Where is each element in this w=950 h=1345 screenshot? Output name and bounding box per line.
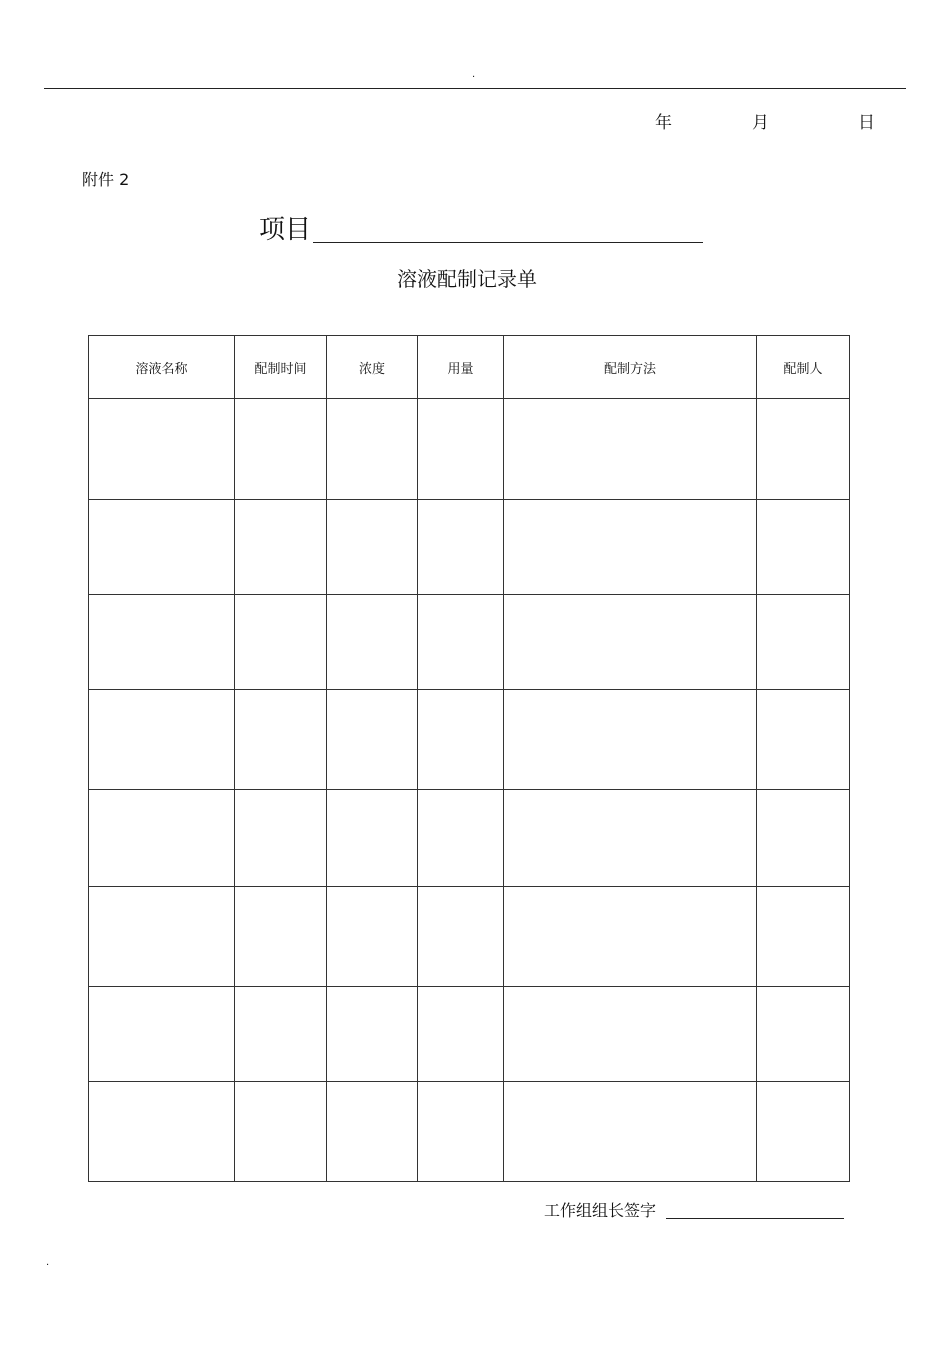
table-row [89, 399, 850, 500]
table-cell[interactable] [327, 500, 418, 595]
table-cell[interactable] [504, 595, 757, 690]
header-mark: . [472, 69, 476, 80]
table-cell[interactable] [757, 790, 850, 886]
table-cell[interactable] [327, 886, 418, 986]
column-header-prep-method: 配制方法 [504, 336, 757, 399]
table-cell[interactable] [235, 595, 327, 690]
footer-mark: . [46, 1257, 50, 1268]
table-cell[interactable] [235, 1081, 327, 1181]
column-header-solution-name: 溶液名称 [89, 336, 235, 399]
table-cell[interactable] [757, 500, 850, 595]
attachment-label: 附件 2 [82, 170, 130, 189]
table-cell[interactable] [235, 500, 327, 595]
table-header-row [89, 336, 850, 399]
table-cell[interactable] [504, 690, 757, 790]
table-cell[interactable] [89, 690, 235, 790]
table-row [89, 500, 850, 595]
table-cell[interactable] [757, 886, 850, 986]
table-cell[interactable] [235, 886, 327, 986]
date-day-label: 日 [858, 113, 875, 133]
table-cell[interactable] [235, 986, 327, 1081]
table-cell[interactable] [327, 690, 418, 790]
table-cell[interactable] [327, 986, 418, 1081]
table-cell[interactable] [418, 986, 504, 1081]
table-cell[interactable] [418, 595, 504, 690]
date-month-label: 月 [752, 113, 769, 133]
table-cell[interactable] [757, 1081, 850, 1181]
table-cell[interactable] [504, 500, 757, 595]
table-cell[interactable] [757, 986, 850, 1081]
header-divider [44, 88, 906, 89]
table-cell[interactable] [89, 500, 235, 595]
table-cell[interactable] [504, 399, 757, 500]
table-cell[interactable] [504, 986, 757, 1081]
signature-label: 工作组组长签字 [544, 1201, 657, 1220]
column-header-preparer: 配制人 [757, 336, 850, 399]
document-title: 溶液配制记录单 [397, 267, 537, 291]
signature-field [544, 1198, 844, 1222]
table-row [89, 986, 850, 1081]
column-header-prep-time: 配制时间 [235, 336, 327, 399]
table-row [89, 1081, 850, 1181]
table-cell[interactable] [89, 399, 235, 500]
table-cell[interactable] [757, 399, 850, 500]
table-cell[interactable] [235, 790, 327, 886]
table-cell[interactable] [504, 886, 757, 986]
column-header-concentration: 浓度 [327, 336, 418, 399]
table-cell[interactable] [89, 1081, 235, 1181]
table-cell[interactable] [757, 690, 850, 790]
table-cell[interactable] [418, 500, 504, 595]
project-field [259, 212, 703, 246]
table-cell[interactable] [504, 790, 757, 886]
column-header-amount: 用量 [418, 336, 504, 399]
table-cell[interactable] [418, 399, 504, 500]
table-cell[interactable] [418, 1081, 504, 1181]
table-cell[interactable] [327, 1081, 418, 1181]
table-cell[interactable] [418, 790, 504, 886]
table-row [89, 886, 850, 986]
signature-blank-line[interactable] [666, 1218, 844, 1219]
table-cell[interactable] [418, 690, 504, 790]
table-cell[interactable] [235, 399, 327, 500]
date-year-label: 年 [655, 113, 672, 133]
table-cell[interactable] [504, 1081, 757, 1181]
table-cell[interactable] [235, 690, 327, 790]
table-cell[interactable] [89, 595, 235, 690]
project-label: 项目 [259, 215, 312, 245]
table-cell[interactable] [757, 595, 850, 690]
table-row [89, 690, 850, 790]
project-blank-line[interactable] [313, 242, 703, 243]
table-cell[interactable] [327, 399, 418, 500]
table-row [89, 790, 850, 886]
table-cell[interactable] [89, 886, 235, 986]
record-table [88, 335, 850, 1182]
table-cell[interactable] [89, 790, 235, 886]
table-cell[interactable] [418, 886, 504, 986]
table-cell[interactable] [327, 595, 418, 690]
table-row [89, 595, 850, 690]
table-cell[interactable] [327, 790, 418, 886]
table-cell[interactable] [89, 986, 235, 1081]
